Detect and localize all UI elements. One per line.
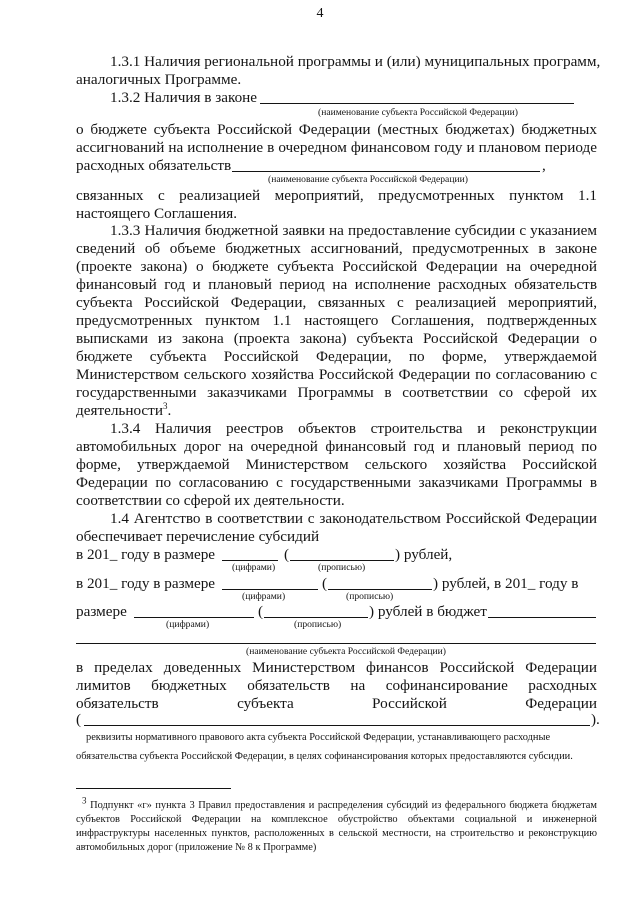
clause-1-3-2-line: связанных с реализацией мероприятий, предусмотренных пунктом 1.1 xyxy=(76,187,597,204)
clause-1-3-2-intro: 1.3.2 Наличия в законе xyxy=(110,89,258,106)
amount-row-3-label: размере xyxy=(76,603,127,620)
clause-1-3-3-line: предусмотренных пунктом 1.1 настоящего Соглашения, подтвержденных xyxy=(76,312,597,329)
footnote-text: Подпункт «г» пункта 3 Правил предоставления и распределения субсидий из федерального бюджета бюджетам xyxy=(90,800,597,811)
digits-caption: (цифрами) xyxy=(232,562,276,573)
amount-row-1-label: в 201_ году в размере xyxy=(76,546,216,563)
footnote-line: субъектов Российской Федерации на комплексное обустройство объектами социальной и инженерной xyxy=(76,814,597,825)
amount-row-2-end: ) рублей, в 201_ году в xyxy=(433,575,579,592)
amount-digits-blank-2 xyxy=(222,589,318,590)
footnote-line: инфраструктуры населенных пунктов, расположенных в сельской местности, на строительство и реконструкцию xyxy=(76,828,597,839)
subject-name-blank-2 xyxy=(232,171,540,172)
clause-1-3-2-line: ассигнований на исполнение в очередном финансовом году и плановом периоде xyxy=(76,139,597,156)
close-paren: ). xyxy=(591,711,600,728)
clause-1-3-1-line: 1.3.1 Наличия региональной программы и (или) муниципальных программ, xyxy=(110,53,601,70)
clause-1-4-line: в пределах доведенных Министерством финансов Российской Федерации xyxy=(76,659,597,676)
footnote-separator xyxy=(76,788,231,789)
footnote-line: автомобильных дорог (приложение № 8 к Программе) xyxy=(76,842,317,853)
requisites-caption-line: реквизиты нормативного правового акта субъекта Российской Федерации, устанавливающего расходные xyxy=(86,732,551,743)
page-number: 4 xyxy=(316,6,324,21)
clause-1-3-3-line: финансовый год и плановый период на исполнение расходных обязательств xyxy=(76,276,597,293)
amount-row-3-end: ) рублей в бюджет xyxy=(369,603,487,620)
amount-words-blank-1 xyxy=(290,560,394,561)
clause-1-3-3-last-line xyxy=(76,402,171,419)
words-caption: (прописью) xyxy=(294,619,342,630)
clause-1-3-3-line: сведений об объеме бюджетных ассигнований, предусмотренных в законе xyxy=(76,240,597,257)
clause-1-3-1-line: аналогичных Программе. xyxy=(76,71,242,88)
open-paren: ( xyxy=(322,575,328,592)
amount-row-1-end: ) рублей, xyxy=(395,546,453,563)
clause-1-3-3-line: субъекта Российской Федерации, связанных с реализацией мероприятий, xyxy=(76,294,597,311)
clause-1-3-4-line: 1.3.4 Наличия реестров объектов строительства и реконструкции xyxy=(110,420,597,437)
clause-1-3-3-line: выписками из закона (проекта закона) субъекта Российской Федерации о xyxy=(76,330,597,347)
footnote-line xyxy=(82,795,597,813)
clause-1-3-3-line: бюджете субъекта Российской Федерации, по форме, утверждаемой xyxy=(76,348,597,365)
clause-1-3-4-line: форме, утверждаемой Министерством сельского хозяйства Российской xyxy=(76,456,597,473)
clause-1-4-line: лимитов бюджетных обязательств на софинансирование расходных xyxy=(76,677,597,694)
amount-digits-blank-3 xyxy=(134,617,254,618)
clause-1-4-line: обязательств субъекта Российской Федерации xyxy=(76,695,597,712)
footnote-reference: 3 xyxy=(162,400,168,411)
clause-1-3-3-last-word: деятельности xyxy=(76,402,163,419)
digits-caption: (цифрами) xyxy=(242,591,286,602)
requisites-blank xyxy=(84,725,590,726)
clause-1-3-2-line: расходных обязательств xyxy=(76,157,232,174)
subject-full-blank xyxy=(76,643,596,644)
clause-1-4-line: обеспечивает перечисление субсидий xyxy=(76,528,320,545)
clause-1-3-3-line: Министерством сельского хозяйства Российской Федерации по согласованию с xyxy=(76,366,597,383)
amount-words-blank-2 xyxy=(328,589,432,590)
amount-row-2-label: в 201_ году в размере xyxy=(76,575,216,592)
clause-1-4-line: 1.4 Агентство в соответствии с законодательством Российской Федерации xyxy=(110,510,597,527)
clause-1-3-4-line: автомобильных дорог на очередной финансовый год и плановый период по xyxy=(76,438,597,455)
words-caption: (прописью) xyxy=(346,591,394,602)
clause-1-3-4-line: соответствии со сферой их деятельности. xyxy=(76,492,345,509)
words-caption: (прописью) xyxy=(318,562,366,573)
clause-1-3-3-line: (проекте закона) о бюджете субъекта Российской Федерации на очередной xyxy=(76,258,597,275)
clause-1-3-3-line: 1.3.3 Наличия бюджетной заявки на предоставление субсидии с указанием xyxy=(110,222,597,239)
amount-words-blank-3 xyxy=(264,617,368,618)
comma: , xyxy=(542,157,546,174)
clause-1-3-2-line: о бюджете субъекта Российской Федерации (местных бюджетах) бюджетных xyxy=(76,121,597,138)
clause-1-3-2-line: настоящего Соглашения. xyxy=(76,205,237,222)
open-paren: ( xyxy=(284,546,290,563)
subject-name-caption: (наименование субъекта Российской Федерации) xyxy=(318,107,518,118)
period: . xyxy=(167,402,172,419)
clause-1-3-3-line: государственными заказчиками Программы в соответствии со сферой их xyxy=(76,384,597,401)
open-paren: ( xyxy=(76,711,82,728)
subject-name-caption-3: (наименование субъекта Российской Федерации) xyxy=(246,646,446,657)
subject-name-caption-2: (наименование субъекта Российской Федерации) xyxy=(268,174,468,185)
footnote-mark: 3 xyxy=(82,795,87,806)
amount-digits-blank-1 xyxy=(222,560,278,561)
requisites-caption-line: обязательства субъекта Российской Федерации, в целях софинансирования которых предоставляются субсидии. xyxy=(76,751,573,762)
open-paren: ( xyxy=(258,603,264,620)
digits-caption: (цифрами) xyxy=(166,619,210,630)
subject-name-blank xyxy=(260,103,574,104)
clause-1-3-4-line: Федерации по согласованию с государственными заказчиками Программы в xyxy=(76,474,597,491)
budget-subject-blank xyxy=(488,617,596,618)
